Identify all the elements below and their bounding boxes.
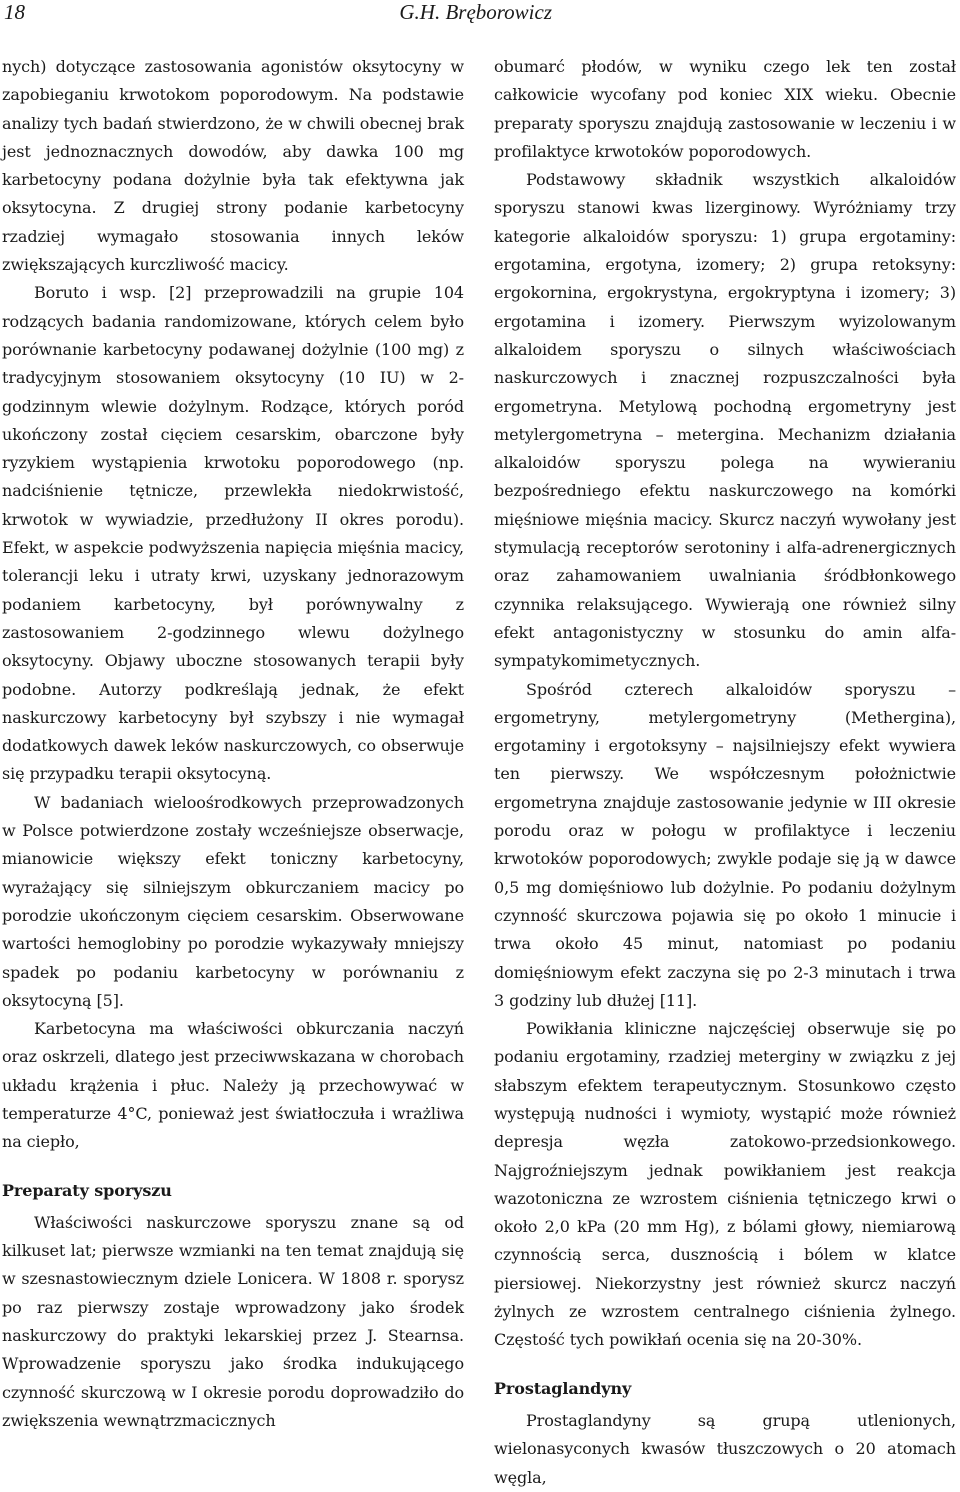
- paragraph-carbetocin-properties: Karbetocyna ma właściwości obkurczania naczyń oraz oskrzeli, dlatego jest przeciwwskazana w chorobach układu krążenia i płuc. Należy ją przechowywać w temperaturze 4°C, ponieważ jest światłoczuła i wrażliwa na ciepło,: [2, 1019, 464, 1152]
- paragraph-prostaglandins: Prostaglandyny są grupą utlenionych, wielonasyconych kwasów tłuszczowych o 20 atomach węgla,: [494, 1410, 956, 1487]
- page-header: [0, 0, 960, 27]
- paragraph-continued-right: obumarć płodów, w wyniku czego lek ten został całkowicie wycofany pod koniec XIX wieku. Obecnie preparaty sporyszu znajdują zastosowanie w leczeniu i w profilaktyce krwotoków poporodowych.: [494, 57, 956, 161]
- section-heading-ergot: Preparaty sporyszu: [2, 1180, 172, 1200]
- paragraph-ergot-history: Właściwości naskurczowe sporyszu znane są od kilkuset lat; pierwsze wzmianki na ten temat znajdują się w szesnastowiecznym dziele Lonicera. W 1808 r. sporysz po raz pierwszy zostaje wprowadzony jako środek naskurczowy do praktyki lekarskiej przez J. Stearnsa. Wprowadzenie sporyszu jako środka indukującego czynność skurczową w I okresie porodu doprowadziło do zwiększenia wewnątrzmacicznych: [2, 1212, 464, 1430]
- right-column: [494, 53, 956, 1492]
- paragraph-ergot-alkaloids: Podstawowy składnik wszystkich alkaloidów sporyszu stanowi kwas lizerginowy. Wyróżniamy trzy kategorie alkaloidów sporyszu: 1) grupa ergotaminy: ergotamina, ergotyna, izomery; 2) grupa retoksyny: ergokornina, ergokrystyna, ergokryptyna i izomery; 3) ergotamina i izomery. Pierwszym wyizolowanym alkaloidem sporyszu o silnych właściwościach naskurczowych i znacznej rozpuszczalności była ergometryna. Metylową pochodną ergometryny jest metylergometryna – metergina. Mechanizm działania alkaloidów sporyszu polega na wywieraniu bezpośredniego efektu naskurczowego na komórki mięśniowe mięśnia macicy. Skurcz naczyń wywołany jest stymulacją receptorów serotoniny i alfa-adrenergicznych oraz zahamowaniem uwalniania śródbłonkowego czynnika relaksującego. Wywierają one również silny efekt antagonistyczny w stosunku do amin alfa-sympatykomimetycznych.: [494, 170, 956, 671]
- paragraph-ergometrine: Spośród czterech alkaloidów sporyszu – ergometryny, metylergometryny (Methergina), ergotaminy i ergotoksyny – najsilniejszy efekt wywiera ten pierwszy. We współczesnym położnictwie ergometryna znajduje zastosowanie jedynie w III okresie porodu oraz w połogu w profilaktyce i leczeniu krwotoków poporodowych; zwykle podaje się ją w dawce 0,5 mg domięśniowo lub dożylnie. Po podaniu dożylnym czynność skurczowa pojawia się po około 1 minucie i trwa około 45 minut, natomiast po podaniu domięśniowym efekt zaczyna się po 2-3 minutach i trwa 3 godziny lub dłużej [11].: [494, 679, 956, 1010]
- paragraph-boruto-study: Boruto i wsp. [2] przeprowadzili na grupie 104 rodzących badania randomizowane, których celem było porównanie karbetocyny podawanej dożylnie (100 mg) z tradycyjnym stosowaniem oksytocyny (10 IU) w 2-godzinnym wlewie dożylnym. Rodzące, których poród ukończony został cięciem cesarskim, obarczone były ryzykiem wystąpienia krwotoku poporodowego (np. nadciśnienie tętnicze, przewlekła niedokrwistość, krwotok w wywiadzie, przedłużony II okres porodu). Efekt, w aspekcie podwyższenia napięcia mięśnia macicy, tolerancji leku i utraty krwi, uzyskany jednorazowym podaniem karbetocyny, był porównywalny z zastosowaniem 2-godzinnego wlewu dożylnego oksytocyny. Objawy uboczne stosowanych terapii były podobne. Autorzy podkreślają jednak, że efekt naskurczowy karbetocyny był szybszy i nie wymagał dodatkowych dawek leków naskurczowych, co obserwuje się przypadku terapii oksytocyną.: [2, 283, 464, 784]
- paragraph-continued: nych) dotyczące zastosowania agonistów oksytocyny w zapobieganiu krwotokom poporodowym. Na podstawie analizy tych badań stwierdzono, że w chwili obecnej brak jest jednoznacznych dowodów, aby dawka 100 mg karbetocyny podana dożylnie była tak efektywna jak oksytocyna. Z drugiej strony podanie karbetocyny rzadziej wymagało stosowania innych leków zwiększających kurczliwość macicy.: [2, 57, 464, 275]
- section-heading-prostaglandins: Prostaglandyny: [494, 1378, 632, 1398]
- paragraph-polish-studies: W badaniach wieloośrodkowych przeprowadzonych w Polsce potwierdzone zostały wcześniejsze obserwacje, mianowicie większy efekt toniczny karbetocyny, wyrażający się silniejszym obkurczaniem macicy po porodzie ukończonym cięciem cesarskim. Obserwowane wartości hemoglobiny po porodzie wykazywały mniejszy spadek po podaniu karbetocyny w porównaniu z oksytocyną [5].: [2, 792, 464, 1010]
- page-number: 18: [4, 0, 25, 24]
- running-head: G.H. Bręborowicz: [399, 0, 552, 24]
- left-column: [2, 53, 464, 1435]
- paragraph-complications: Powikłania kliniczne najczęściej obserwuje się po podaniu ergotaminy, rzadziej meterginy w związku z jej słabszym efektem terapeutycznym. Stosunkowo często występują nudności i wymioty, wystąpić może również depresja węzła zatokowo-przedsionkowego. Najgroźniejszym jednak powikłaniem jest reakcja wazotoniczna ze wzrostem ciśnienia tętniczego krwi o około 2,0 kPa (20 mm Hg), z bólami głowy, niemiarową czynnością serca, dusznością i bólem w klatce piersiowej. Niekorzystny jest również skurcz naczyń żylnych ze wzrostem centralnego ciśnienia żylnego. Częstość tych powikłań ocenia się na 20-30%.: [494, 1019, 956, 1350]
